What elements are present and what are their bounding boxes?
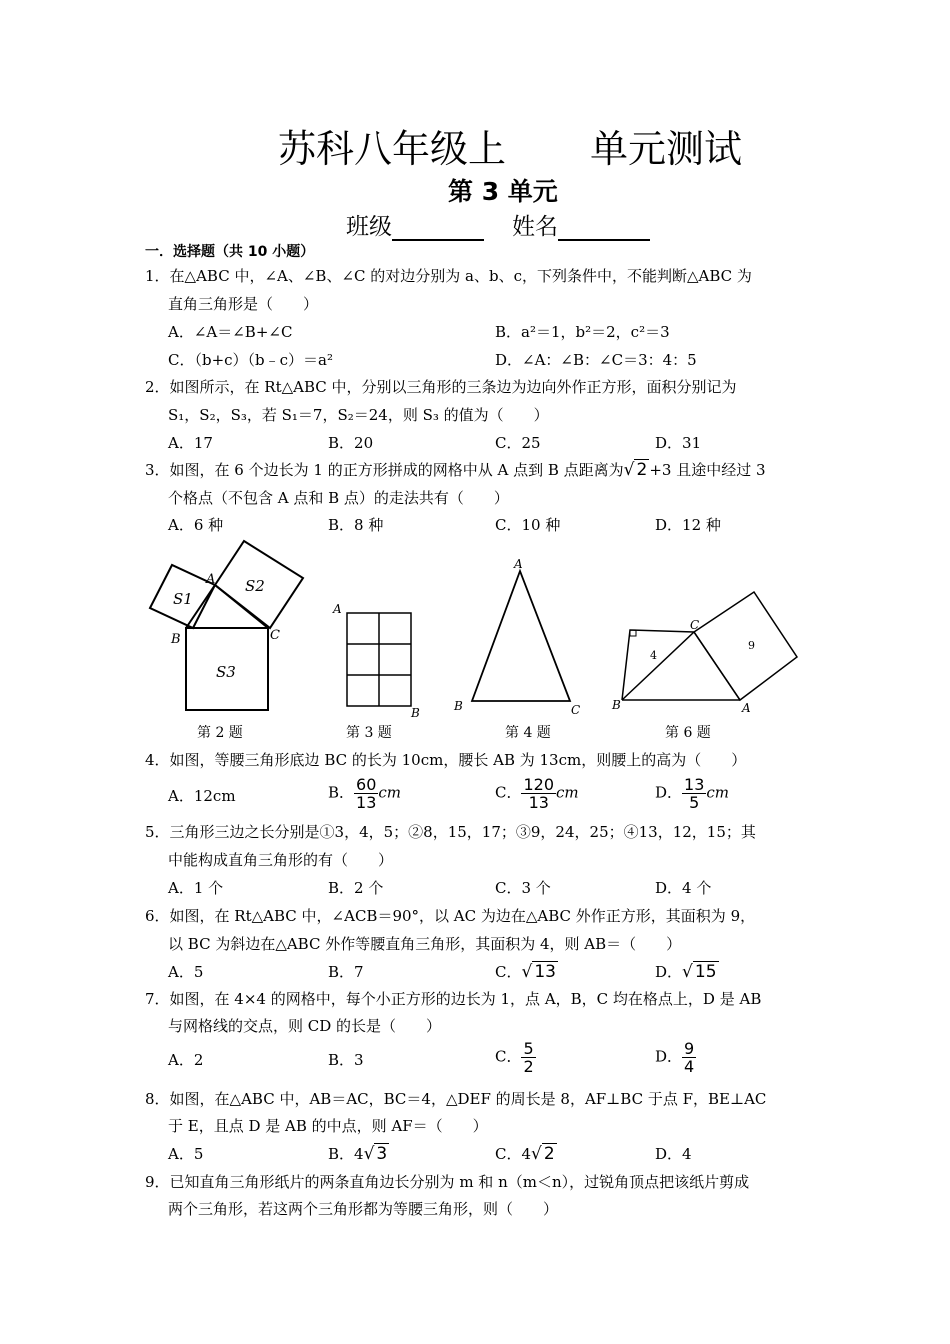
sqrt-value: 3: [376, 1144, 388, 1164]
fig6-label-c: C: [690, 618, 700, 632]
q7-option-c-label: C．: [495, 1047, 522, 1066]
q7-line1: 7．如图，在 4×4 的网格中，每个小正方形的边长为 1，点 A，B，C 均在格点上，D 是 AB: [145, 990, 762, 1008]
class-field: [346, 208, 484, 241]
q8-option-b[interactable]: [328, 1140, 389, 1168]
fraction-den: 13: [356, 793, 377, 812]
q3-line1-b: +3 且途中经过 3: [649, 461, 766, 479]
q4-option-c[interactable]: [495, 776, 579, 811]
fraction: [682, 1040, 696, 1075]
q3-option-b[interactable]: B．8 种: [328, 516, 384, 534]
unit: cm: [556, 783, 579, 802]
name-blank[interactable]: [558, 217, 650, 241]
q5-line1: 5．三角形三边之长分别是①3，4，5；②8，15，17；③9，24，25；④13，12，15；其: [145, 823, 756, 841]
q4-option-b-label: B．: [328, 783, 355, 802]
square-on-ac: [694, 592, 797, 700]
fraction-den: 5: [689, 793, 700, 812]
fig4-caption: 第 4 题: [505, 725, 551, 741]
q7-option-d-label: D．: [655, 1047, 683, 1066]
fig3-caption: 第 3 题: [346, 725, 392, 741]
title-right: 单元测试: [590, 127, 743, 171]
q4-option-a[interactable]: A．12cm: [168, 787, 236, 805]
fig6-label-b: B: [612, 698, 621, 712]
q1-option-c[interactable]: C．（b+c）（b﹣c）＝a²: [168, 351, 334, 369]
unit: cm: [706, 783, 730, 802]
class-blank[interactable]: [392, 217, 484, 241]
fig2-label-s2: S2: [245, 577, 265, 595]
fig6-caption: 第 6 题: [665, 725, 711, 741]
q3-option-d[interactable]: D．12 种: [655, 516, 721, 534]
q3-sqrt: √ 2: [623, 460, 648, 480]
fig6-label-9: 9: [748, 639, 755, 652]
fig6-label-a: A: [742, 701, 751, 715]
q3-option-a[interactable]: A．6 种: [168, 516, 224, 534]
q6-option-b[interactable]: B．7: [328, 963, 364, 981]
q2-option-a[interactable]: A．17: [168, 434, 213, 452]
figure-q4: [450, 555, 590, 720]
name-label: 姓名: [512, 214, 558, 240]
unit: cm: [378, 783, 402, 802]
q8-option-d[interactable]: D．4: [655, 1145, 692, 1163]
q2-option-b[interactable]: B．20: [328, 434, 374, 452]
q6-option-d[interactable]: [655, 958, 719, 986]
name-field: [512, 208, 650, 241]
q4-option-d[interactable]: [655, 776, 729, 811]
q5-option-d[interactable]: D．4 个: [655, 879, 712, 897]
sqrt: √ 15: [682, 962, 717, 982]
isosceles-triangle: [472, 571, 570, 701]
q1-line1: 1．在△ABC 中，∠A、∠B、∠C 的对边分别为 a、b、c，下列条件中，不能判断△ABC 为: [145, 267, 752, 285]
q7-option-b[interactable]: B．3: [328, 1051, 364, 1069]
fig3-label-b: B: [411, 706, 420, 720]
q4-option-c-label: C．: [495, 783, 522, 802]
q7-option-c[interactable]: [495, 1040, 536, 1075]
q8-option-a[interactable]: A．5: [168, 1145, 204, 1163]
q5-line2: 中能构成直角三角形的有（ ）: [168, 851, 394, 869]
fig2-label-c: C: [270, 628, 280, 643]
q6-option-c-label: C．: [495, 963, 522, 981]
q6-option-a[interactable]: A．5: [168, 963, 204, 981]
q8-line2: 于 E，且点 D 是 AB 的中点，则 AF＝（ ）: [168, 1117, 488, 1135]
fig2-label-s3: S3: [216, 663, 236, 681]
q7-line2: 与网格线的交点，则 CD 的长是（ ）: [168, 1017, 442, 1035]
q9-line2: 两个三角形，若这两个三角形都为等腰三角形，则（ ）: [168, 1200, 559, 1218]
unit-title: 第 3 单元: [448, 177, 558, 206]
figure-q3: [325, 595, 425, 725]
q3-line2: 个格点（不包含 A 点和 B 点）的走法共有（ ）: [168, 489, 509, 507]
sqrt: √ 2: [531, 1144, 555, 1164]
fraction: [521, 1040, 535, 1075]
q6-option-c[interactable]: [495, 958, 558, 986]
sqrt: √ 3: [363, 1144, 388, 1164]
q2-option-d[interactable]: D．31: [655, 434, 702, 452]
fig4-label-b: B: [454, 699, 463, 713]
q2-line1: 2．如图所示，在 Rt△ABC 中，分别以三角形的三条边为边向外作正方形，面积分别记为: [145, 378, 737, 396]
fig2-caption: 第 2 题: [197, 725, 243, 741]
fraction-num: 60: [356, 775, 377, 794]
q3-line1-a: 3．如图，在 6 个边长为 1 的正方形拼成的网格中从 A 点到 B 点距离为: [145, 461, 624, 479]
q6-line2: 以 BC 为斜边在△ABC 外作等腰直角三角形，其面积为 4，则 AB＝（ ）: [168, 935, 682, 953]
q7-option-a[interactable]: A．2: [168, 1051, 204, 1069]
q5-option-a[interactable]: A．1 个: [168, 879, 224, 897]
fraction: [682, 776, 706, 811]
section-title: 一．选择题（共 10 小题）: [145, 244, 315, 260]
q5-option-c[interactable]: C．3 个: [495, 879, 551, 897]
fraction: [521, 776, 556, 811]
q5-option-b[interactable]: B．2 个: [328, 879, 384, 897]
q6-option-d-label: D．: [655, 963, 683, 981]
fraction-num: 5: [523, 1039, 534, 1058]
q4-option-b[interactable]: [328, 776, 401, 811]
fraction-den: 4: [684, 1057, 695, 1076]
fig2-label-s1: S1: [173, 590, 193, 608]
q4-line1: 4．如图，等腰三角形底边 BC 的长为 10cm，腰长 AB 为 13cm，则腰上的高为（ ）: [145, 751, 747, 769]
q1-option-d[interactable]: D．∠A：∠B：∠C＝3：4：5: [495, 351, 697, 369]
q1-option-a[interactable]: A．∠A＝∠B+∠C: [168, 323, 293, 341]
sqrt-value: 2: [543, 1144, 555, 1164]
q1-line2: 直角三角形是（ ）: [168, 295, 319, 313]
q8-option-b-label: B．4: [328, 1145, 364, 1163]
fig2-label-a: A: [206, 572, 216, 587]
fig4-label-a: A: [514, 557, 523, 571]
figure-q6: [610, 585, 805, 720]
fraction-num: 9: [684, 1039, 695, 1058]
q8-line1: 8．如图，在△ABC 中，AB＝AC，BC＝4，△DEF 的周长是 8，AF⊥BC 于点 F，BE⊥AC: [145, 1090, 767, 1108]
fig3-label-a: A: [333, 602, 342, 616]
sqrt: √ 13: [521, 962, 556, 982]
fraction-den: 2: [523, 1057, 534, 1076]
q2-line2: S₁，S₂，S₃，若 S₁＝7，S₂＝24，则 S₃ 的值为（ ）: [168, 406, 549, 424]
title-left: 苏科八年级上: [278, 127, 507, 171]
fraction-den: 13: [528, 793, 549, 812]
q7-option-d[interactable]: [655, 1040, 696, 1075]
fig4-label-c: C: [571, 703, 581, 717]
class-label: 班级: [346, 214, 392, 240]
figure-q2: [140, 535, 320, 725]
fig2-label-b: B: [171, 632, 181, 647]
q8-option-c[interactable]: [495, 1140, 557, 1168]
q1-option-b[interactable]: B．a²＝1，b²＝2，c²＝3: [495, 323, 670, 341]
q3-line1: [145, 456, 766, 484]
fig6-label-4: 4: [650, 649, 657, 662]
fraction-num: 120: [523, 775, 555, 794]
q6-line1: 6．如图，在 Rt△ABC 中，∠ACB＝90°，以 AC 为边在△ABC 外作正方形，其面积为 9，: [145, 907, 756, 925]
fraction: [354, 776, 378, 811]
q4-option-d-label: D．: [655, 783, 683, 802]
q9-line1: 9．已知直角三角形纸片的两条直角边长分别为 m 和 n（m＜n），过锐角顶点把该纸片剪成: [145, 1173, 750, 1191]
q3-sqrt-value: 2: [636, 460, 648, 480]
q8-option-c-label: C．4: [495, 1145, 532, 1163]
sqrt-value: 13: [534, 962, 556, 982]
segment-bc: [622, 632, 694, 700]
q3-option-c[interactable]: C．10 种: [495, 516, 561, 534]
fraction-num: 13: [684, 775, 705, 794]
sqrt-value: 15: [694, 962, 717, 982]
q2-option-c[interactable]: C．25: [495, 434, 541, 452]
segment-ca: [694, 632, 740, 700]
